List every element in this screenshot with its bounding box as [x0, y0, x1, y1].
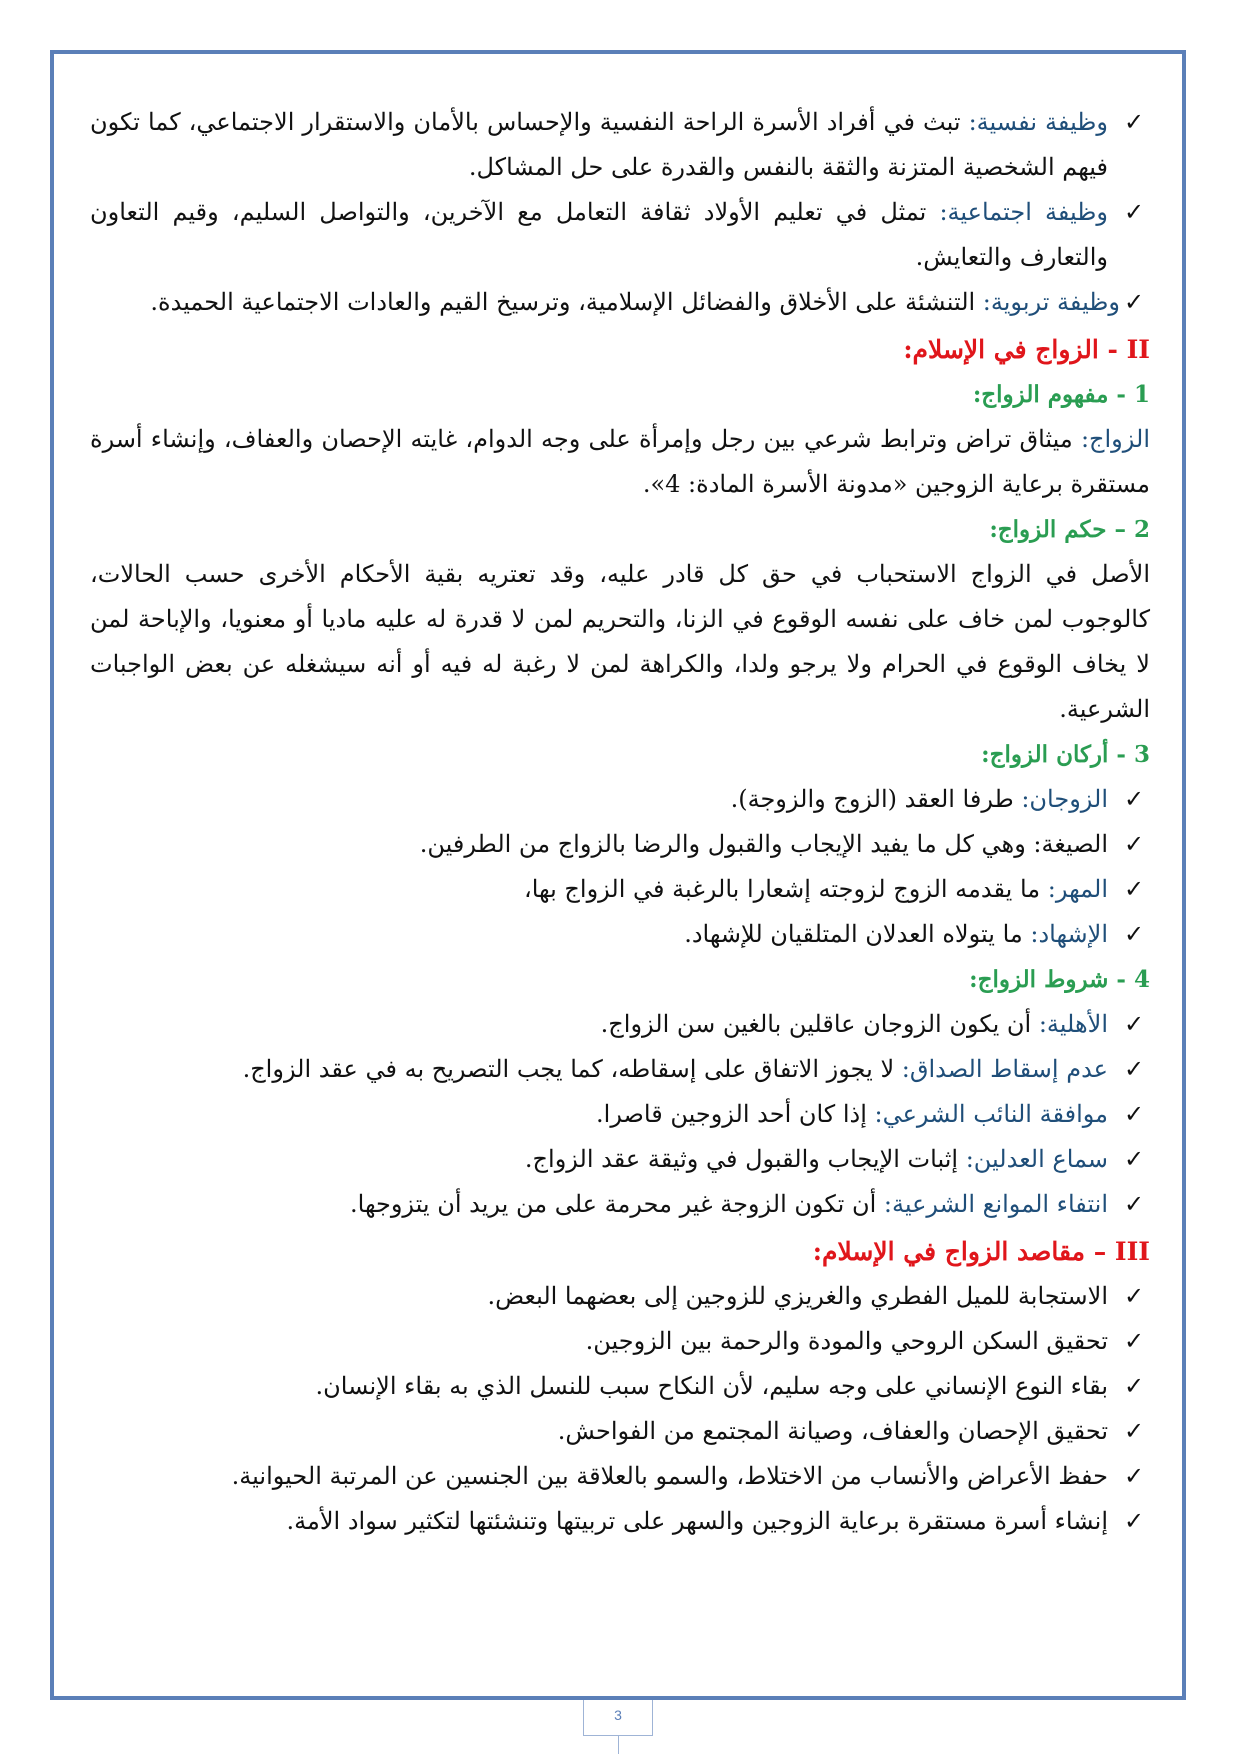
item-text: طرفا العقد (الزوج والزوجة).	[730, 785, 1022, 813]
item-term: وظيفة اجتماعية:	[939, 198, 1108, 226]
section-3-heading: III – مقاصد الزواج في الإسلام:	[812, 1237, 1150, 1266]
item-text: لا يجوز الاتفاق على إسقاطه، كما يجب التصريح به في عقد الزواج.	[242, 1055, 902, 1083]
page-number-connector	[618, 1736, 619, 1754]
checkmark-icon: ✓	[1123, 108, 1145, 136]
item-text: تحقيق السكن الروحي والمودة والرحمة بين الزوجين.	[585, 1327, 1108, 1355]
item-text: وهي كل ما يفيد الإيجاب والقبول والرضا بالزواج من الطرفين.	[419, 830, 1034, 858]
item-text: ما يقدمه الزوج لزوجته إشعارا بالرغبة في الزواج بها،	[524, 875, 1048, 903]
item-text: تمثل في تعليم الأولاد ثقافة التعامل مع الآخرين، والتواصل السليم، وقيم التعاون والتعارف والتعايش.	[90, 198, 1108, 271]
checkmark-icon: ✓	[1123, 920, 1145, 948]
item-term: موافقة النائب الشرعي:	[874, 1100, 1108, 1128]
item-text: أن يكون الزوجان عاقلين بالغين سن الزواج.	[600, 1010, 1039, 1038]
item-text: إذا كان أحد الزوجين قاصرا.	[596, 1100, 875, 1128]
checkmark-icon: ✓	[1123, 1145, 1145, 1173]
document-body	[90, 100, 1150, 1544]
section-2-heading: II - الزواج في الإسلام:	[903, 335, 1150, 364]
item-term: الزوجان:	[1021, 785, 1108, 813]
list-item	[90, 912, 1150, 957]
checkmark-icon: ✓	[1123, 830, 1145, 858]
checkmark-icon: ✓	[1123, 875, 1145, 903]
ruling-heading: 2 – حكم الزواج:	[989, 516, 1150, 543]
item-text: إنشاء أسرة مستقرة برعاية الزوجين والسهر على تربيتها وتنشئتها لتكثير سواد الأمة.	[286, 1507, 1108, 1535]
checkmark-icon: ✓	[1123, 198, 1145, 226]
concept-lead: الزواج:	[1080, 425, 1150, 453]
item-text: أن تكون الزوجة غير محرمة على من يريد أن يتزوجها.	[350, 1190, 884, 1218]
page-number: 3	[583, 1700, 653, 1736]
list-item	[90, 1319, 1150, 1364]
list-item	[90, 1182, 1150, 1227]
list-item	[90, 1454, 1150, 1499]
item-term: الأهلية:	[1038, 1010, 1108, 1038]
item-term: الإشهاد:	[1030, 920, 1108, 948]
concept-heading: 1 - مفهوم الزواج:	[972, 381, 1150, 408]
list-item	[90, 1274, 1150, 1319]
list-item	[90, 100, 1150, 190]
list-item	[90, 822, 1150, 867]
item-term: عدم إسقاط الصداق:	[901, 1055, 1108, 1083]
item-term: انتفاء الموانع الشرعية:	[883, 1190, 1108, 1218]
item-term: وظيفة نفسية:	[968, 108, 1108, 136]
item-term: سماع العدلين:	[965, 1145, 1108, 1173]
pillars-list	[90, 777, 1150, 957]
checkmark-icon: ✓	[1123, 1507, 1145, 1535]
conditions-heading: 4 - شروط الزواج:	[969, 966, 1150, 993]
item-term: الصيغة:	[1033, 830, 1108, 858]
item-text: إثبات الإيجاب والقبول في وثيقة عقد الزواج.	[524, 1145, 966, 1173]
item-text: حفظ الأعراض والأنساب من الاختلاط، والسمو بالعلاقة بين الجنسين عن المرتبة الحيوانية.	[231, 1462, 1108, 1490]
list-item	[90, 1002, 1150, 1047]
item-term: المهر:	[1047, 875, 1108, 903]
list-item	[90, 1409, 1150, 1454]
checkmark-icon: ✓	[1123, 1055, 1145, 1083]
item-text: تبث في أفراد الأسرة الراحة النفسية والإحساس بالأمان والاستقرار الاجتماعي، كما تكون فيهم الشخصية المتزنة والثقة بالنفس والقدرة على حل المشاكل.	[90, 108, 1108, 181]
item-text: التنشئة على الأخلاق والفضائل الإسلامية، وترسيخ القيم والعادات الاجتماعية الحميدة.	[150, 288, 983, 316]
list-item	[90, 1047, 1150, 1092]
list-item	[90, 777, 1150, 822]
item-text: بقاء النوع الإنساني على وجه سليم، لأن النكاح سبب للنسل الذي به بقاء الإنسان.	[315, 1372, 1108, 1400]
pillars-heading: 3 - أركان الزواج:	[981, 741, 1150, 768]
item-term: وظيفة تربوية:	[982, 288, 1120, 316]
checkmark-icon: ✓	[1123, 1190, 1145, 1218]
ruling-paragraph: الأصل في الزواج الاستحباب في حق كل قادر عليه، وقد تعتريه بقية الأحكام الأخرى حسب الحالات، كالوجوب لمن خاف على نفسه الوقوع في الزنا، والتحريم لمن لا قدرة له عليه ماديا أو معنويا، والإباحة لمن لا يخاف الوقوع في الحرام ولا يرجو ولدا، والكراهة لمن لا رغبة له فيه أو أنه سيشغله عن بعض الواجبات الشرعية.	[90, 560, 1150, 723]
list-item	[90, 280, 1150, 325]
list-item	[90, 1364, 1150, 1409]
list-item	[90, 1092, 1150, 1137]
conditions-list	[90, 1002, 1150, 1227]
checkmark-icon: ✓	[1123, 785, 1145, 813]
functions-list	[90, 100, 1150, 325]
checkmark-icon: ✓	[1123, 1417, 1145, 1445]
concept-paragraph	[90, 417, 1150, 507]
list-item	[90, 1499, 1150, 1544]
list-item	[90, 1137, 1150, 1182]
list-item	[90, 190, 1150, 280]
concept-text: ميثاق تراض وترابط شرعي بين رجل وإمرأة على وجه الدوام، غايته الإحصان والعفاف، وإنشاء أسرة مستقرة برعاية الزوجين «مدونة الأسرة المادة: 4».	[90, 425, 1150, 498]
checkmark-icon: ✓	[1123, 1010, 1145, 1038]
item-text: ما يتولاه العدلان المتلقيان للإشهاد.	[684, 920, 1031, 948]
objectives-list	[90, 1274, 1150, 1544]
item-text: تحقيق الإحصان والعفاف، وصيانة المجتمع من الفواحش.	[557, 1417, 1108, 1445]
checkmark-icon: ✓	[1123, 1462, 1145, 1490]
list-item	[90, 867, 1150, 912]
checkmark-icon: ✓	[1123, 288, 1145, 316]
item-text: الاستجابة للميل الفطري والغريزي للزوجين إلى بعضهما البعض.	[487, 1282, 1108, 1310]
checkmark-icon: ✓	[1123, 1372, 1145, 1400]
checkmark-icon: ✓	[1123, 1282, 1145, 1310]
checkmark-icon: ✓	[1123, 1327, 1145, 1355]
checkmark-icon: ✓	[1123, 1100, 1145, 1128]
